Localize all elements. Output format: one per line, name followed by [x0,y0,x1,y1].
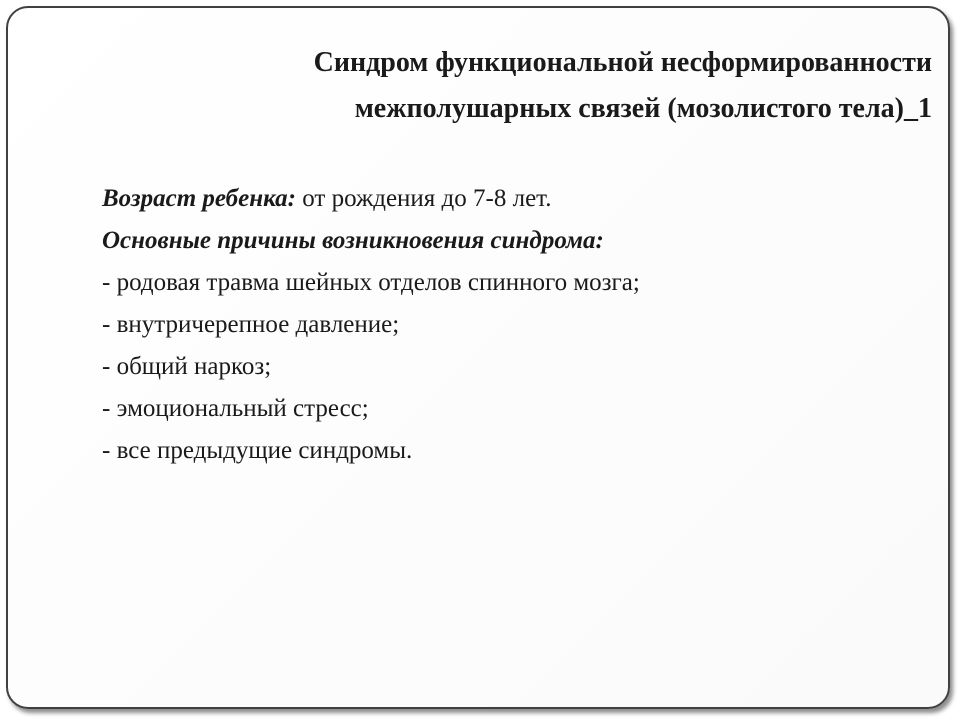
age-value: от рождения до 7-8 лет. [295,185,552,212]
cause-item: - внутричерепное давление; [102,311,400,338]
slide-body [102,178,922,472]
age-label: Возраст ребенка: [102,185,296,212]
slide-title-line-2: межполушарных связей (мозолистого тела)_1 [354,93,932,124]
cause-item: - все предыдущие синдромы. [102,437,413,464]
cause-item: - родовая травма шейных отделов спинного мозга; [102,269,640,296]
cause-item: - общий наркоз; [102,353,272,380]
slide-title-line-1: Синдром функциональной несформированности [313,47,932,78]
causes-heading: Основные причины возникновения синдрома: [102,227,604,254]
slide-title [172,40,932,132]
age-line [102,178,922,220]
cause-item: - эмоциональный стресс; [102,395,369,422]
